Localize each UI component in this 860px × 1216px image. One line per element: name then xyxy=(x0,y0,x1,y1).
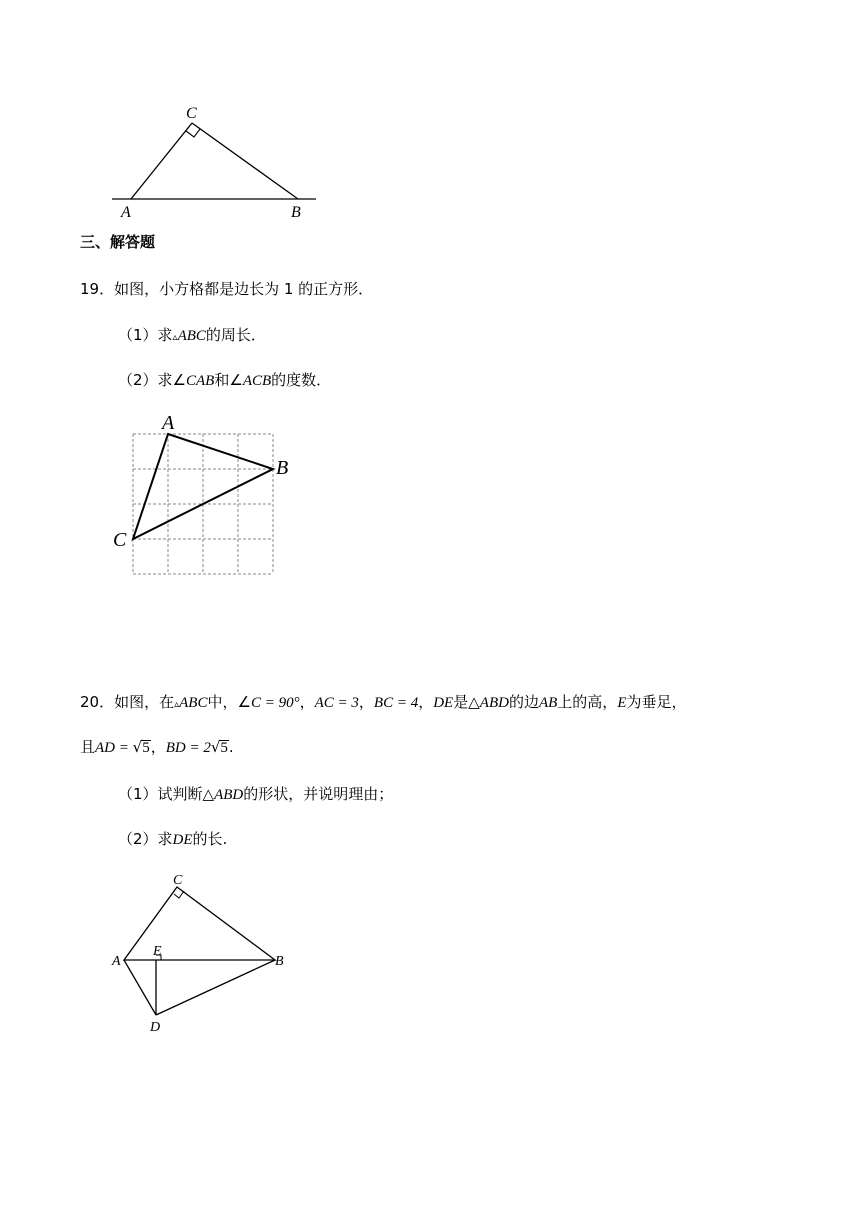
q20-ab: AB xyxy=(538,695,558,711)
angle-symbol: ∠ xyxy=(172,371,186,389)
figure-right-triangle xyxy=(100,100,330,225)
q20-tri2: ABD xyxy=(479,695,509,711)
segment-ad xyxy=(124,960,156,1015)
q20-part1 xyxy=(118,784,393,805)
label-e: E xyxy=(153,944,162,959)
q20-part2-suffix: 的长. xyxy=(192,830,228,848)
label-c: C xyxy=(186,105,197,122)
q20-text: 的边 xyxy=(508,693,539,711)
q19-part1 xyxy=(118,325,266,348)
q20-part2 xyxy=(118,829,227,850)
q20-bd-radicand: 5 xyxy=(220,740,228,756)
right-angle-mark xyxy=(186,129,200,137)
triangle-abc xyxy=(124,887,275,960)
q20-bc: BC = 4 xyxy=(373,695,419,711)
q19-part1-math: ABC xyxy=(177,328,206,344)
triangle-symbol: △ xyxy=(468,693,480,711)
sqrt-sign: √ xyxy=(210,738,221,756)
label-b: B xyxy=(291,204,301,221)
label-d: D xyxy=(150,1020,161,1035)
q20-text: 为垂足， xyxy=(626,693,687,711)
figure-quadrilateral xyxy=(100,865,300,1040)
q19-part1-suffix: 的周长． xyxy=(205,326,266,344)
q20-ad-radicand: 5 xyxy=(142,740,150,756)
q20-part2-math: DE xyxy=(172,832,193,848)
q20-text: . xyxy=(228,738,234,756)
q20-part1-prefix: （1）试判断 xyxy=(118,785,203,803)
side-cb xyxy=(192,123,298,199)
q20-angle-c: C = 90° xyxy=(250,695,300,711)
q20-part2-prefix: （2）求 xyxy=(118,830,173,848)
label-a: A xyxy=(112,954,121,969)
triangle-symbol: ▵ xyxy=(174,699,180,710)
q20-part1-suffix: 的形状，并说明理由； xyxy=(243,785,394,803)
triangle-symbol: △ xyxy=(202,785,215,803)
q20-text: ， xyxy=(299,693,315,711)
angle-symbol: ∠ xyxy=(237,693,251,711)
q20-e: E xyxy=(617,695,627,711)
q20-text: 20．如图，在 xyxy=(80,693,175,711)
label-a: A xyxy=(162,412,175,434)
side-ac xyxy=(131,123,192,199)
q20-stem-line2 xyxy=(80,737,234,758)
triangle-symbol: ▵ xyxy=(172,332,178,343)
q20-tri1: ABC xyxy=(179,695,208,711)
right-angle-mark-c xyxy=(174,891,184,898)
q20-text: ， xyxy=(150,738,166,756)
label-b: B xyxy=(276,457,289,479)
q20-text: 中， xyxy=(207,693,238,711)
segment-bd xyxy=(156,960,275,1015)
q19-part1-prefix: （1）求 xyxy=(118,326,173,344)
q19-part2-mid: 和 xyxy=(214,371,230,389)
q20-text: ， xyxy=(358,693,374,711)
figure-grid-triangle xyxy=(105,410,305,580)
sqrt-sign: √ xyxy=(132,738,143,756)
q19-part2-suffix: 的度数． xyxy=(271,371,332,389)
q20-text: 上的高， xyxy=(557,693,618,711)
q20-text: 且 xyxy=(80,738,96,756)
q19-part2-prefix: （2）求 xyxy=(118,371,173,389)
q20-ad: AD = xyxy=(95,740,133,756)
q20-text: ， xyxy=(418,693,434,711)
q20-de: DE xyxy=(433,695,454,711)
q19-part2 xyxy=(118,370,331,391)
q19-part2-math1: CAB xyxy=(186,373,215,389)
q20-stem-line1 xyxy=(80,692,687,715)
section-heading: 三、解答题 xyxy=(80,233,156,251)
q19-part2-math2: ACB xyxy=(242,373,272,389)
label-a: A xyxy=(121,204,131,221)
q20-part1-math: ABD xyxy=(214,787,244,803)
angle-symbol: ∠ xyxy=(229,371,243,389)
q20-ac: AC = 3 xyxy=(314,695,359,711)
q20-bd: BD = 2 xyxy=(165,740,211,756)
label-c: C xyxy=(173,873,183,888)
label-c: C xyxy=(113,529,127,551)
label-b: B xyxy=(275,954,284,969)
q20-text: 是 xyxy=(453,693,469,711)
q19-stem: 19．如图，小方格都是边长为 1 的正方形． xyxy=(80,280,374,298)
